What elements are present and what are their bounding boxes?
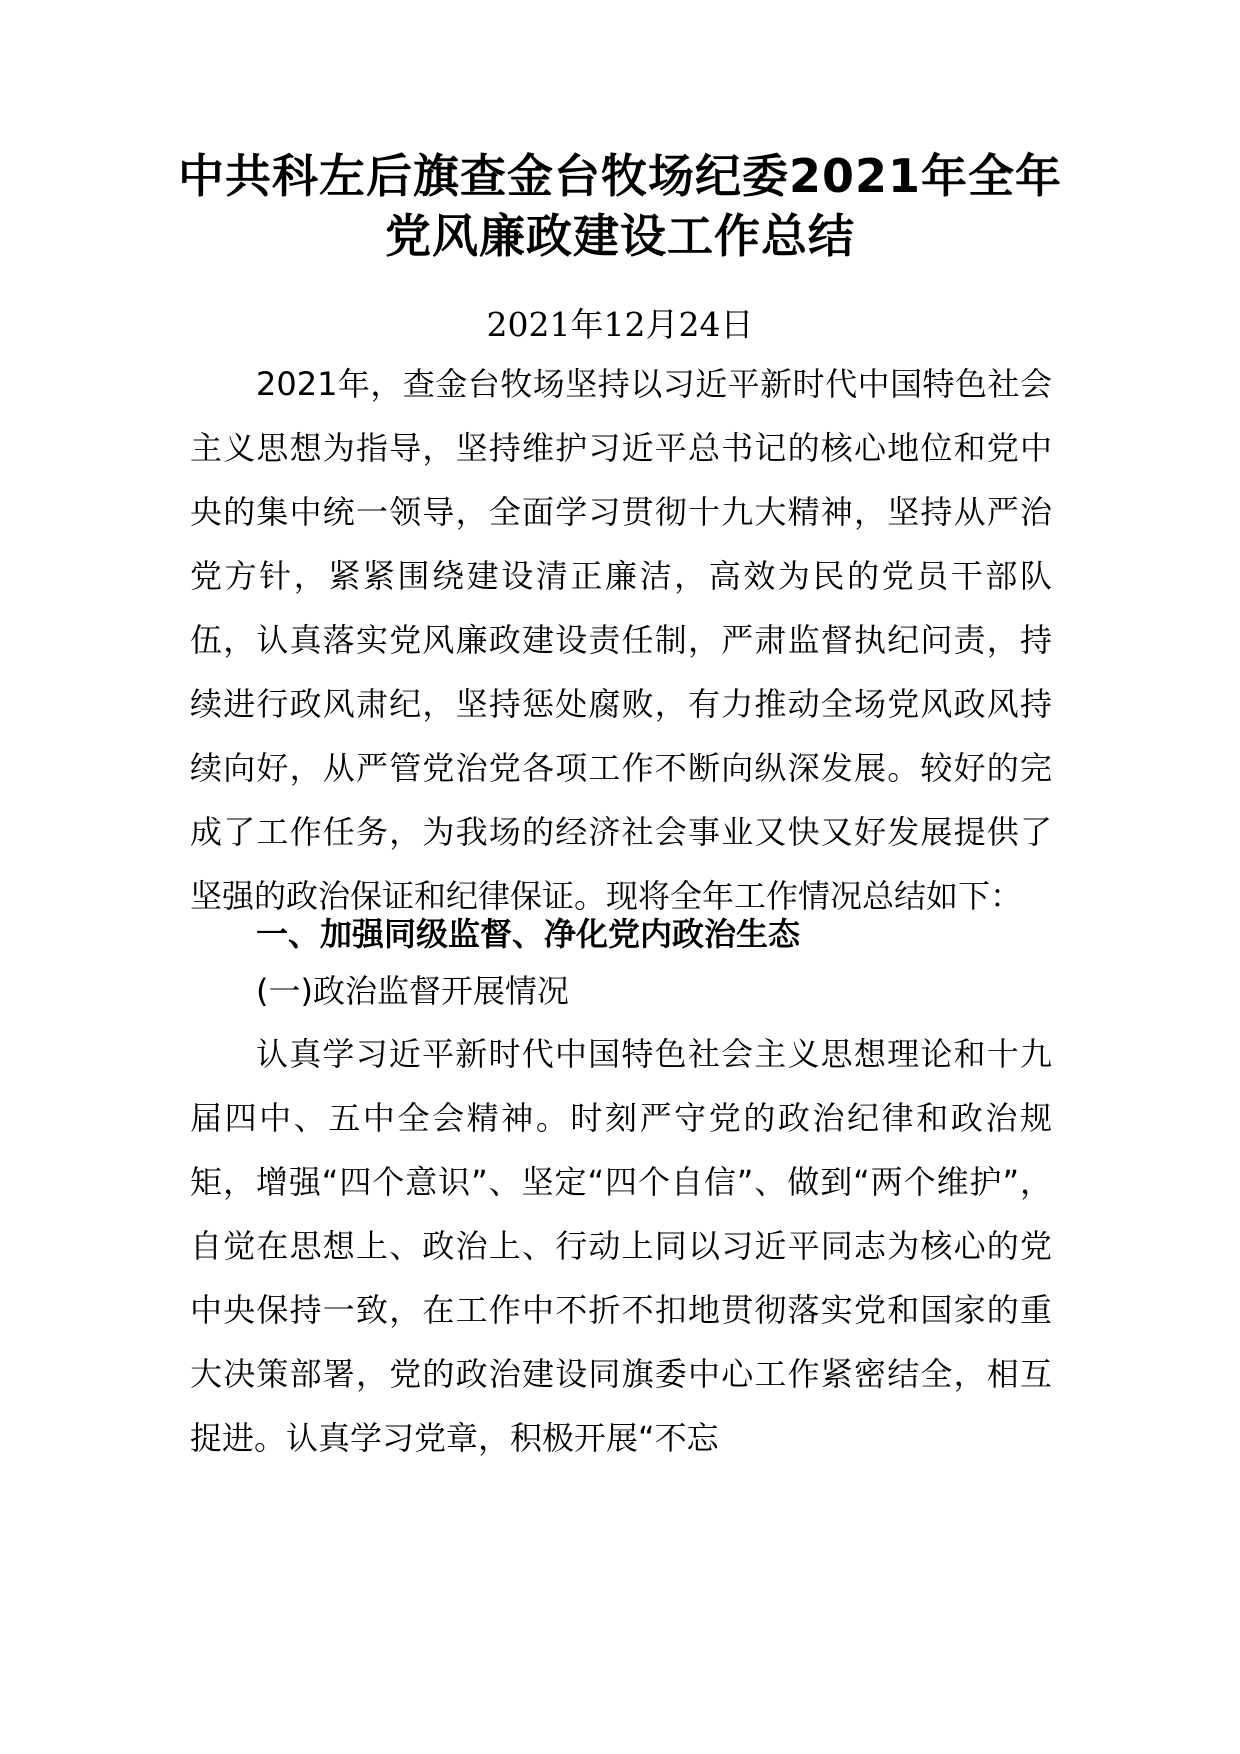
document-title-line-1: 中共科左后旗查金台牧场纪委2021年全年 [177,149,1063,203]
document-title-line-2: 党风廉政建设工作总结 [385,209,855,263]
intro-paragraph: 2021年，查金台牧场坚持以习近平新时代中国特色社会主义思想为指导，坚持维护习近平总书记的核心地位和党中央的集中统一领导，全面学习贯彻十九大精神，坚持从严治党方针，紧紧围绕建设清正廉洁，高效为民的党员干部队伍，认真落实党风廉政建设责任制，严肃监督执纪问责，持续进行政风肃纪，坚持惩处腐败，有力推动全场党风政风持续向好，从严管党治党各项工作不断向纵深发展。较好的完成了工作任务，为我场的经济社会事业又快又好发展提供了坚强的政治保证和纪律保证。现将全年工作情况总结如下： [190,365,1052,915]
section-1-subheading: (一)政治监督开展情况 [256,972,569,1010]
section-1-heading: 一、加强同级监督、净化党内政治生态 [256,915,801,953]
section-1-paragraph-1: 认真学习近平新时代中国特色社会主义思想理论和十九届四中、五中全会精神。时刻严守党的政治纪律和政治规矩，增强“四个意识”、坚定“四个自信”、做到“两个维护”，自觉在思想上、政治上、行动上同以习近平同志为核心的党中央保持一致，在工作中不折不扣地贯彻落实党和国家的重大决策部署，党的政治建设同旗委中心工作紧密结全，相互捉进。认真学习党章，积极开展“不忘 [190,1035,1052,1457]
document-date: 2021年12月24日 [486,305,754,344]
